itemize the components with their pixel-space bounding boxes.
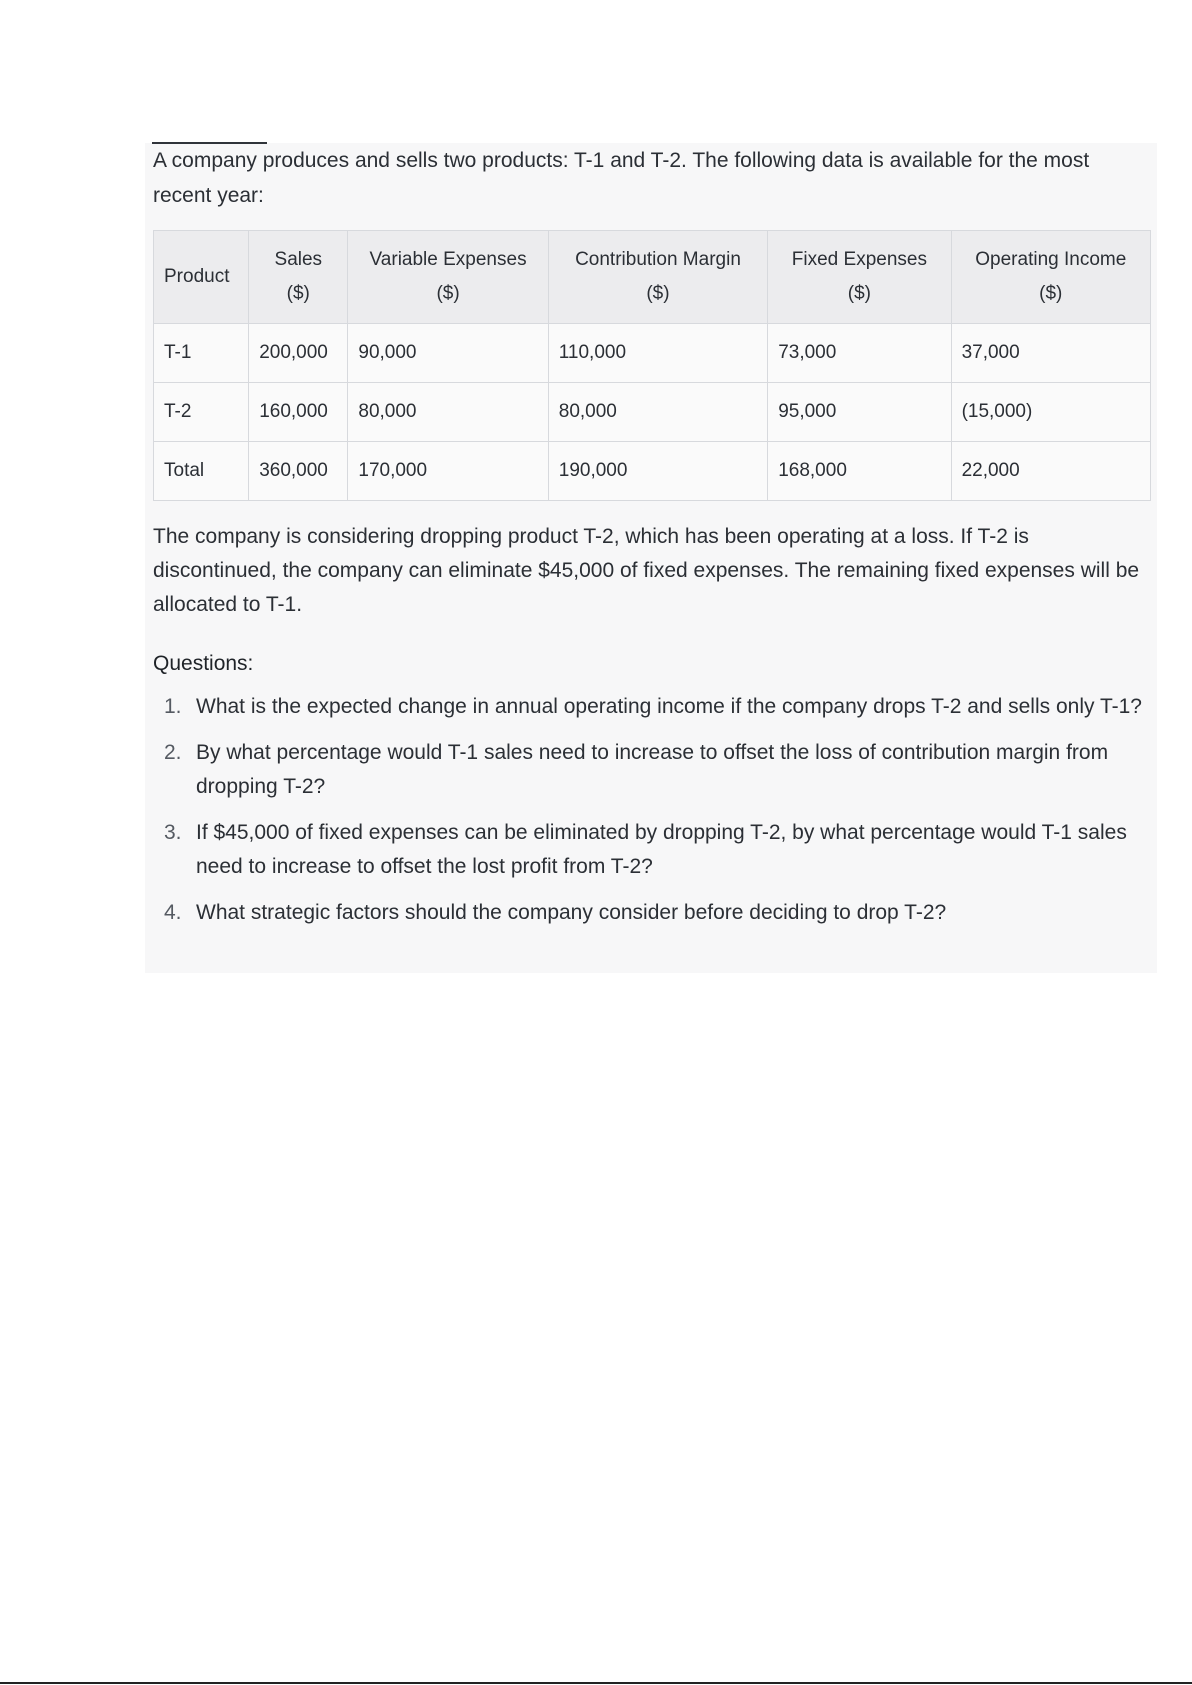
header-label: Variable Expenses <box>369 249 527 270</box>
question-item <box>153 736 1153 804</box>
followup-paragraph: The company is considering dropping product T-2, which has been operating at a loss. If T-2 is discontinued, the company can eliminate $45,000 of fixed expenses. The remaining fixed expenses will be allocated to T-1. <box>153 525 1140 616</box>
header-unit: ($) <box>847 283 871 304</box>
table-row <box>154 383 1151 442</box>
cell-product: T-2 <box>154 383 249 442</box>
cell-operating-income: 37,000 <box>951 324 1150 383</box>
header-label: Sales <box>274 249 323 270</box>
cell-product: Total <box>154 442 249 501</box>
data-table <box>153 230 1151 501</box>
questions-heading: Questions: <box>153 652 254 675</box>
cell-contribution-margin: 110,000 <box>548 324 767 383</box>
header-contribution-margin <box>548 231 767 324</box>
cell-operating-income: 22,000 <box>951 442 1150 501</box>
table-header-row <box>154 231 1151 324</box>
cell-sales: 360,000 <box>249 442 348 501</box>
question-item <box>153 896 1153 930</box>
question-text: What is the expected change in annual operating income if the company drops T-2 and sells only T-1? <box>196 695 1142 718</box>
cell-product: T-1 <box>154 324 249 383</box>
header-product <box>154 231 249 324</box>
header-unit: ($) <box>1039 283 1063 304</box>
cell-variable-expenses: 170,000 <box>348 442 548 501</box>
intro-paragraph: A company produces and sells two products: T-1 and T-2. The following data is available for the most recent year: <box>153 149 1090 207</box>
header-unit: ($) <box>646 283 670 304</box>
header-label: Fixed Expenses <box>791 249 927 270</box>
cell-fixed-expenses: 95,000 <box>768 383 951 442</box>
header-unit: ($) <box>286 283 310 304</box>
question-number: 4. <box>164 901 182 924</box>
table-row <box>154 324 1151 383</box>
cell-sales: 160,000 <box>249 383 348 442</box>
cell-sales: 200,000 <box>249 324 348 383</box>
header-fixed-expenses <box>768 231 951 324</box>
question-number: 2. <box>164 741 182 764</box>
table-row-total <box>154 442 1151 501</box>
question-number: 1. <box>164 695 182 718</box>
header-label: Product <box>164 266 230 287</box>
cell-contribution-margin: 80,000 <box>548 383 767 442</box>
questions-list <box>153 690 1153 942</box>
header-operating-income <box>951 231 1150 324</box>
question-number: 3. <box>164 821 182 844</box>
header-unit: ($) <box>436 283 460 304</box>
question-item <box>153 816 1153 884</box>
bottom-rule <box>0 1682 1192 1684</box>
question-text: What strategic factors should the company consider before deciding to drop T-2? <box>196 901 947 924</box>
header-label: Contribution Margin <box>575 249 741 270</box>
header-label: Operating Income <box>975 249 1127 270</box>
question-item <box>153 690 1153 724</box>
cell-fixed-expenses: 168,000 <box>768 442 951 501</box>
cell-contribution-margin: 190,000 <box>548 442 767 501</box>
cell-variable-expenses: 80,000 <box>348 383 548 442</box>
cell-fixed-expenses: 73,000 <box>768 324 951 383</box>
question-text: If $45,000 of fixed expenses can be eliminated by dropping T-2, by what percentage would T-1 sales need to increase to offset the lost profit from T-2? <box>196 821 1127 878</box>
header-variable-expenses <box>348 231 548 324</box>
header-sales <box>249 231 348 324</box>
cell-variable-expenses: 90,000 <box>348 324 548 383</box>
question-text: By what percentage would T-1 sales need to increase to offset the loss of contribution margin from dropping T-2? <box>196 741 1109 798</box>
cell-operating-income: (15,000) <box>951 383 1150 442</box>
